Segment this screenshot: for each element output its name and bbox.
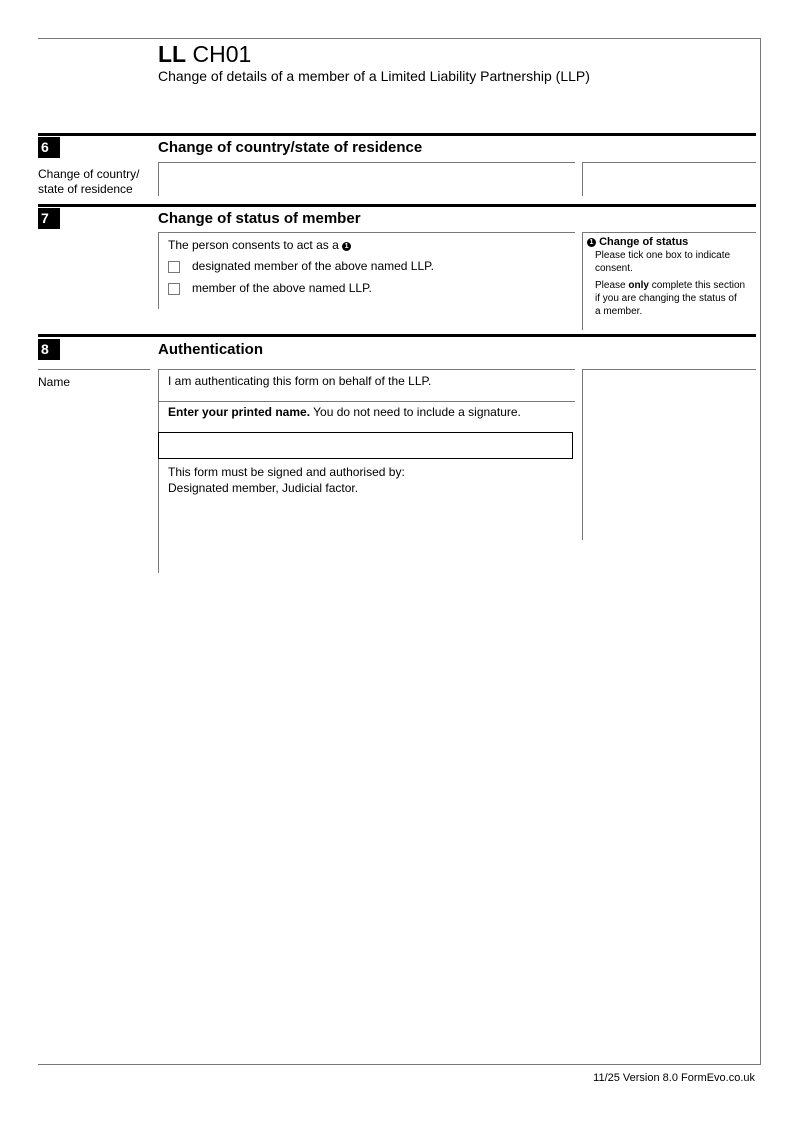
status-note2-post: complete this section bbox=[648, 280, 746, 291]
section7-field-top bbox=[158, 232, 575, 233]
section6-label-line1: Change of country/ bbox=[38, 167, 140, 181]
section7-number: 7 bbox=[38, 208, 60, 229]
section8-rule bbox=[38, 334, 756, 337]
form-code-rest: CH01 bbox=[186, 41, 252, 67]
status-intro-text: The person consents to act as a bbox=[168, 238, 339, 252]
status-note2-bold: only bbox=[628, 280, 649, 291]
name-instruction bbox=[168, 404, 521, 420]
status-note-line1: Please tick one box to indicate bbox=[595, 250, 731, 261]
section7-note-left bbox=[582, 233, 583, 330]
member-label: member of the above named LLP. bbox=[192, 281, 372, 295]
footer-version-text: 11/25 Version 8.0 bbox=[593, 1072, 678, 1084]
bottom-rule bbox=[38, 1064, 761, 1065]
section8-number: 8 bbox=[38, 339, 60, 360]
info-icon: 1 bbox=[587, 238, 596, 247]
section6-note-left bbox=[582, 163, 583, 196]
footer-version bbox=[593, 1072, 755, 1084]
signed-by-line2: Designated member, Judicial factor. bbox=[168, 481, 359, 495]
status-note2-line3: a member. bbox=[595, 306, 643, 317]
signed-by-line1: This form must be signed and authorised by: bbox=[168, 465, 405, 479]
status-note-line2: consent. bbox=[595, 263, 633, 274]
status-note bbox=[587, 236, 752, 318]
section7-rule bbox=[38, 204, 756, 207]
section6-rule bbox=[38, 133, 756, 136]
section6-label bbox=[38, 167, 139, 197]
section8-label-top bbox=[38, 369, 150, 370]
section8-heading: Authentication bbox=[158, 341, 263, 358]
country-residence-field[interactable] bbox=[158, 163, 576, 196]
form-code bbox=[158, 40, 251, 68]
section8-note-left bbox=[582, 370, 583, 540]
section8-field-top bbox=[158, 369, 575, 370]
section6-label-line2: state of residence bbox=[38, 182, 133, 196]
info-icon: 1 bbox=[342, 242, 351, 251]
section6-number: 6 bbox=[38, 137, 60, 158]
section7-field-left bbox=[158, 233, 159, 309]
printed-name-input[interactable] bbox=[159, 433, 572, 458]
member-checkbox[interactable] bbox=[168, 283, 180, 295]
form-subtitle: Change of details of a member of a Limited Liability Partnership (LLP) bbox=[158, 68, 590, 84]
top-rule bbox=[38, 38, 761, 39]
section6-note-top bbox=[582, 162, 756, 163]
section6-heading: Change of country/state of residence bbox=[158, 139, 423, 156]
country-residence-input[interactable] bbox=[159, 163, 580, 198]
status-note-title bbox=[587, 236, 752, 249]
status-note2-line1 bbox=[587, 279, 752, 292]
designated-member-checkbox[interactable] bbox=[168, 261, 180, 273]
status-note-title-text: Change of status bbox=[599, 236, 689, 248]
section7-heading: Change of status of member bbox=[158, 210, 361, 227]
status-note2-pre: Please bbox=[595, 280, 629, 291]
authentication-statement: I am authenticating this form on behalf of the LLP. bbox=[168, 374, 432, 388]
form-code-bold: LL bbox=[158, 41, 187, 67]
name-instruction-rest: You do not need to include a signature. bbox=[310, 405, 521, 419]
designated-member-label: designated member of the above named LLP. bbox=[192, 259, 434, 273]
section8-note-top bbox=[582, 369, 756, 370]
footer-brand: FormEvo.co.uk bbox=[681, 1072, 755, 1084]
instruction-rule bbox=[158, 401, 575, 402]
status-note2-line2: if you are changing the status of bbox=[595, 293, 737, 304]
name-label: Name bbox=[38, 375, 71, 389]
signed-by-note bbox=[168, 464, 405, 496]
name-instruction-bold: Enter your printed name. bbox=[168, 405, 311, 419]
right-frame-line bbox=[760, 38, 761, 1065]
section7-note-top bbox=[582, 232, 756, 233]
printed-name-field[interactable] bbox=[158, 432, 573, 459]
status-intro bbox=[168, 237, 351, 253]
